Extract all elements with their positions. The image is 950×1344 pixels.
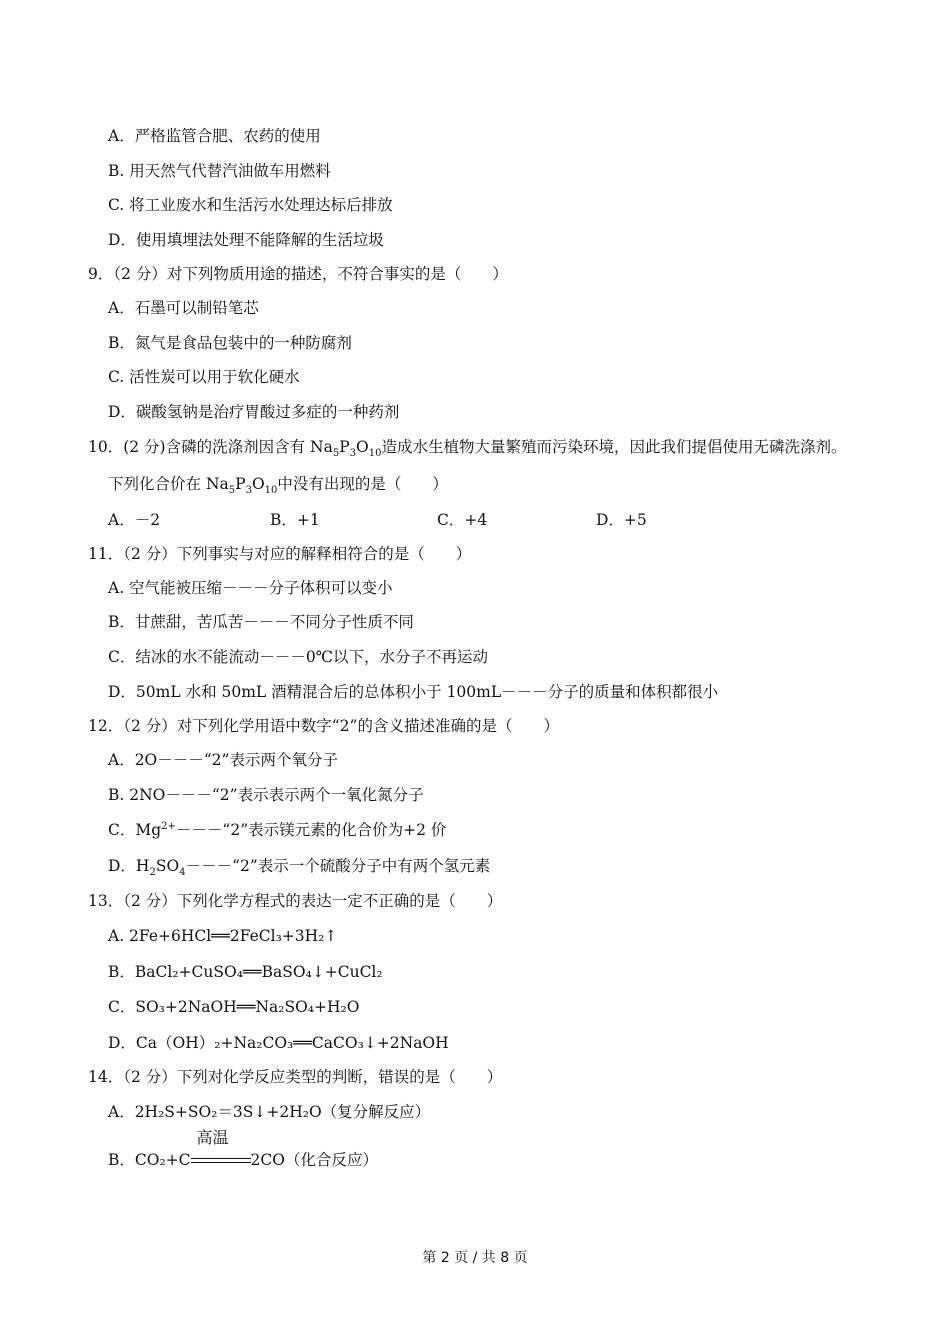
q9-option-c: C. 活性炭可以用于软化硬水 xyxy=(108,368,300,386)
formula-na5p3o10: $Na_5P_3O_{10}$ xyxy=(310,438,382,460)
q8-option-d: D．使用填埋法处理不能降解的生活垃圾 xyxy=(108,231,384,249)
q9-stem: 9．（2 分）对下列物质用途的描述，不符合事实的是（ ） xyxy=(88,265,508,283)
q9-option-d: D．碳酸氢钠是治疗胃酸过多症的一种药剂 xyxy=(108,403,400,421)
q11-option-b: B．甘蔗甜，苦瓜苦－－－不同分子性质不同 xyxy=(108,613,414,631)
q10-option-c: C．+4 xyxy=(437,511,488,529)
formula-na5p3o10-2: $Na_5P_3O_{10}$ xyxy=(205,475,278,497)
q10-option-a: A．－2 xyxy=(108,511,161,529)
q11-option-c: C．结冰的水不能流动－－－0℃以下，水分子不再运动 xyxy=(108,648,489,666)
q10-stem: 10．(2 分)含磷的洗涤剂因含有 $Na_5P_3O_{10}$造成水生植物大量繁殖而污染环境，因此我们提倡使用无磷洗涤剂。 xyxy=(88,438,847,460)
q11-stem: 11．（2 分）下列事实与对应的解释相符合的是（ ） xyxy=(88,545,472,563)
q12-option-a: A．2O－－－“2”表示两个氧分子 xyxy=(108,751,338,769)
q9-option-a: A．石墨可以制铅笔芯 xyxy=(108,299,259,317)
q8-option-b: B. 用天然气代替汽油做车用燃料 xyxy=(108,162,331,180)
q13-stem: 13．（2 分）下列化学方程式的表达一定不正确的是（ ） xyxy=(88,892,503,910)
q13-option-d: D．Ca（OH）₂+Na₂CO₃══CaCO₃↓+2NaOH xyxy=(108,1034,449,1052)
q9-option-b: B．氮气是食品包装中的一种防腐剂 xyxy=(108,334,352,352)
q13-option-c: C．SO₃+2NaOH══Na₂SO₄+H₂O xyxy=(108,998,360,1016)
q12-option-c: C．$Mg^{2+}---“2$”表示镁元素的化合价为+2 价 xyxy=(108,820,447,839)
q12-option-b: B. 2NO－－－“2”表示表示两个一氧化氮分子 xyxy=(108,786,424,804)
q8-option-a: A．严格监管合肥、农药的使用 xyxy=(108,127,321,145)
q14-option-a: A．2H₂S+SO₂＝3S↓+2H₂O（复分解反应） xyxy=(108,1103,431,1121)
q8-option-c: C. 将工业废水和生活污水处理达标后排放 xyxy=(108,196,393,214)
q10-stem-line2: 下列化合价在 $Na_5P_3O_{10}$中没有出现的是（ ） xyxy=(108,475,448,497)
q11-option-a: A. 空气能被压缩－－－分子体积可以变小 xyxy=(108,579,393,597)
reaction-condition: 高温 xyxy=(191,1150,251,1170)
page-footer: 第 2 页 / 共 8 页 xyxy=(422,1250,528,1266)
q14-stem: 14．（2 分）下列对化学反应类型的判断，错误的是（ ） xyxy=(88,1068,503,1086)
q10-option-b: B．+1 xyxy=(270,511,320,529)
q10-option-d: D．+5 xyxy=(596,511,647,529)
q11-option-d: D．50mL 水和 50mL 酒精混合后的总体积小于 100mL－－－分子的质量和体积都很小 xyxy=(108,683,719,701)
q13-option-a: A. 2Fe+6HCl══2FeCl₃+3H₂↑ xyxy=(108,927,338,945)
q12-option-d: D．$H_2SO_4---“2$”表示一个硫酸分子中有两个氢元素 xyxy=(108,857,491,879)
q14-option-b: B．CO₂+C 高温 2CO（化合反应） xyxy=(108,1128,378,1169)
q13-option-b: B．BaCl₂+CuSO₄══BaSO₄↓+CuCl₂ xyxy=(108,963,383,981)
q12-stem: 12．（2 分）对下列化学用语中数字“2”的含义描述准确的是（ ） xyxy=(88,717,559,735)
